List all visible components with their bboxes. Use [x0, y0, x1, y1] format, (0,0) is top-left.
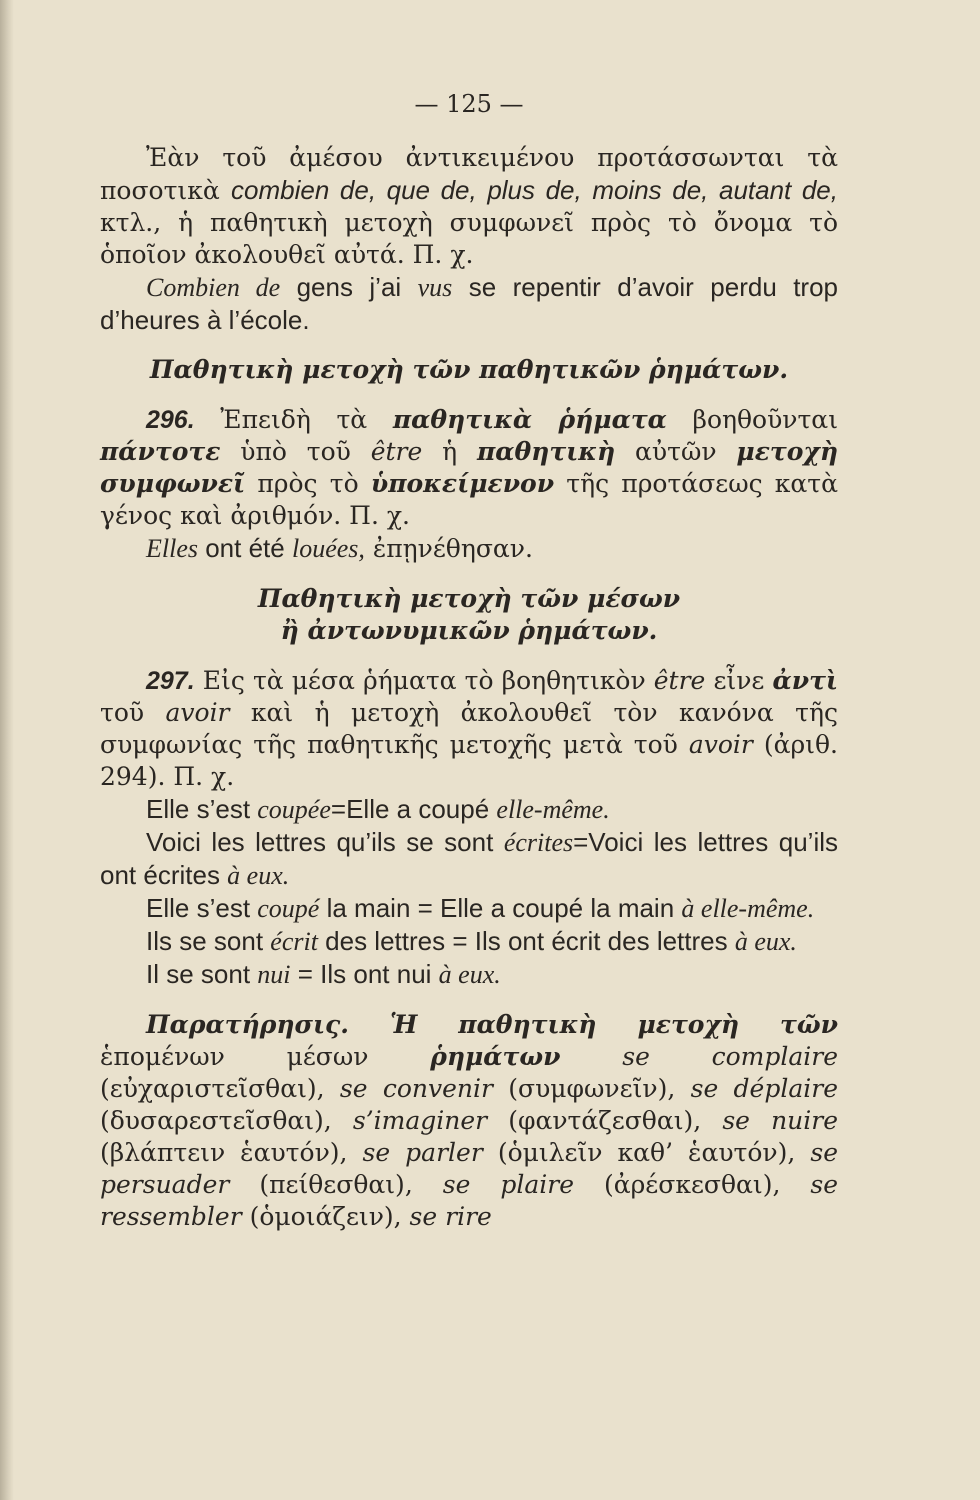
- example-297-5: Il se sont nui = Ils ont nui à eux.: [146, 959, 501, 989]
- example-296: Elles ont été louées, ἐπῃνέθησαν.: [146, 533, 533, 563]
- section-number: 297.: [146, 667, 195, 695]
- example-297-1: Elle s’est coupée=Elle a coupé elle-même.: [146, 794, 610, 824]
- book-binding-edge: [0, 0, 14, 1500]
- example-297-2: Voici les lettres qu’ils se sont écrites=Voici les lettres qu’ils ont écrites à eux.: [100, 827, 839, 890]
- paragraph-quantity-adverbs: Ἐὰν τοῦ ἀμέσου ἀντικειμένου προτάσσωνται τὰ ποσοτικὰ combien de, que de, plus de, moins de, autant de, κτλ., ἡ παθητικὴ μετοχὴ συμφωνεῖ πρὸς τὸ ὄνομα τὸ ὁποῖον ἀκολουθεῖ αὐτά. Π. χ.: [100, 143, 838, 269]
- section-297: 297. Εἰς τὰ μέσα ῥήματα τὸ βοηθητικὸν être εἶνε ἀντὶ τοῦ avoir καὶ ἡ μετοχὴ ἀκολουθεῖ τὸν κανόνα τῆς συμφωνίας τῆς παθητικῆς μετοχῆς μετὰ τοῦ avoir (ἀριθ. 294). Π. χ.: [100, 666, 838, 791]
- remark-paragraph: Παρατήρησις. Ἡ παθητικὴ μετοχὴ τῶν ἑπομένων μέσων ῥημάτων se complaire (εὐχαριστεῖσθαι), se convenir (συμφωνεῖν), se déplaire (δυσαρεστεῖσθαι), s’imaginer (φαντάζεσθαι), se nuire (βλάπτειν ἑαυτόν), se parler (ὁμιλεῖν καθ’ ἑαυτόν), se persuader (πείθεσθαι), se plaire (ἀρέσκεσθαι), se ressembler (ὁμοιάζειν), se rire: [100, 1010, 839, 1231]
- page-number: — 125 —: [414, 90, 524, 118]
- section-number: 296.: [146, 406, 195, 434]
- book-page: [100, 88, 838, 1233]
- example-297-4: Ils se sont écrit des lettres = Ils ont écrit des lettres à eux.: [146, 926, 797, 956]
- section-296: 296. Ἐπειδὴ τὰ παθητικὰ ῥήματα βοηθοῦνται πάντοτε ὑπὸ τοῦ être ἡ παθητικὴ αὐτῶν μετοχὴ συμφωνεῖ πρὸς τὸ ὑποκείμενον τῆς προτάσεως κατὰ γένος καὶ ἀριθμόν. Π. χ.: [100, 405, 839, 530]
- section-heading-middle: Παθητικὴ μετοχὴ τῶν μέσων ἢ ἀντωνυμικῶν ῥημάτων.: [257, 584, 681, 645]
- section-heading-passive: Παθητικὴ μετοχὴ τῶν παθητικῶν ῥημάτων.: [149, 355, 789, 384]
- example-297-3: Elle s’est coupé la main = Elle a coupé la main à elle-même.: [146, 893, 815, 923]
- example-combien: Combien de gens j’ai vus se repentir d’avoir perdu trop d’heures à l’école.: [100, 272, 839, 335]
